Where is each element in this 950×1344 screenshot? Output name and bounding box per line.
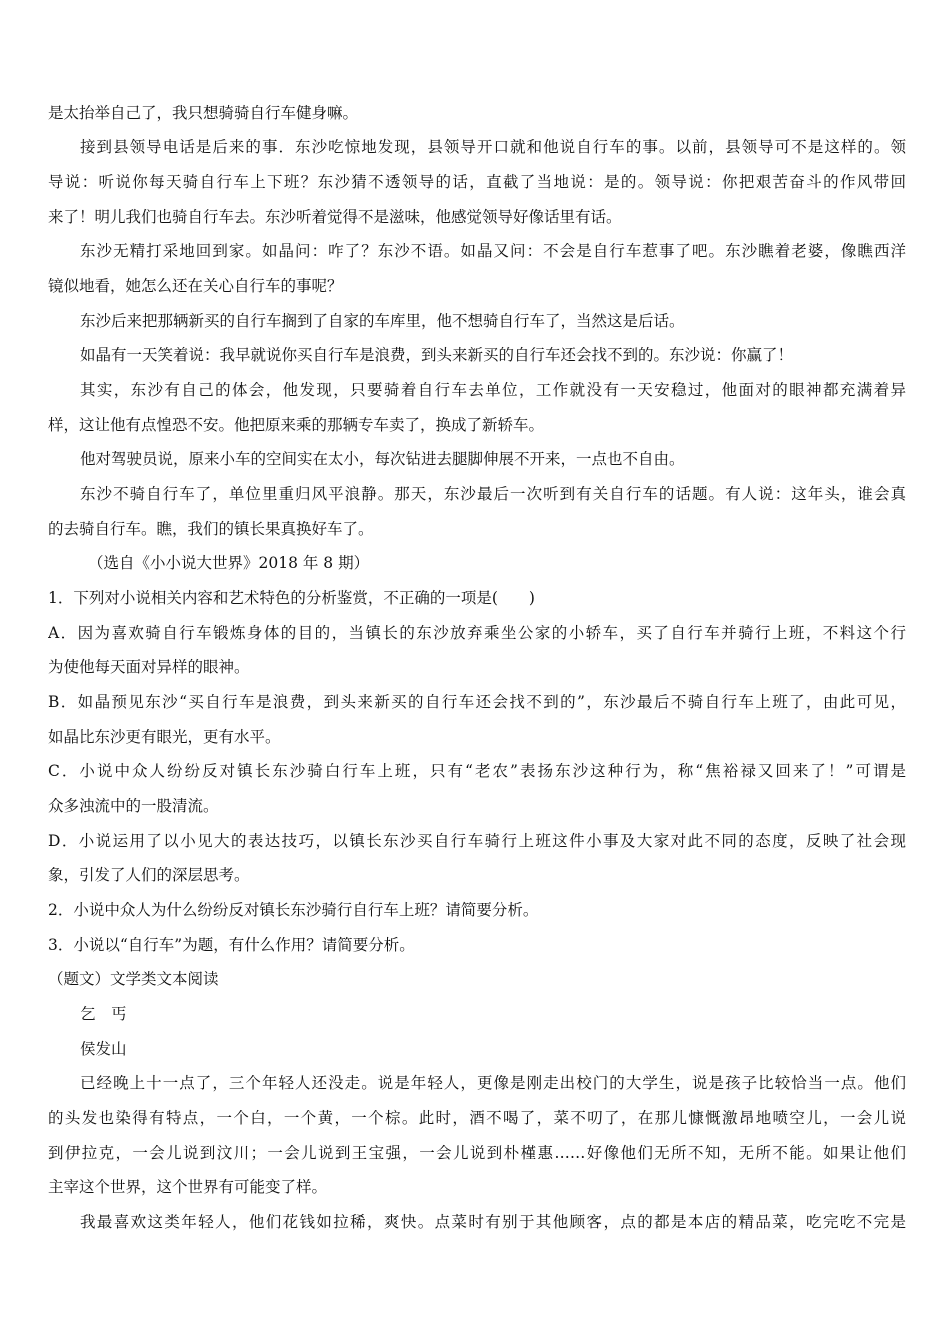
section-line-5: 我最喜欢这类年轻人，他们花钱如拉稀，爽快。点菜时有别于其他顾客，点的都是本店的精品菜，吃完吃不完是 [80,1213,906,1231]
option-b-line-1: B．如晶预见东沙“买自行车是浪费，到头来新买的自行车还会找不到的”，东沙最后不骑自行车上班了，由此可见， [48,693,906,711]
story-line-6: 镜似地看，她怎么还在关心自行车的事呢？ [48,277,343,295]
question-3: 3．小说以“自行车”为题，有什么作用？请简要分析。 [48,936,415,954]
story-line-10: 样，这让他有点惶恐不安。他把原来乘的那辆专车卖了，换成了新轿车。 [48,416,545,434]
section-line-2: 的头发也染得有特点，一个白，一个黄，一个棕。此时，酒不喝了，菜不叨了，在那儿慷慨激昂地喷空儿，一会儿说 [48,1109,906,1127]
story-line-8: 如晶有一天笑着说：我早就说你买自行车是浪费，到头来新买的自行车还会找不到的。东沙说：你赢了！ [80,346,794,364]
story-line-5: 东沙无精打采地回到家。如晶问：咋了？东沙不语。如晶又问：不会是自行车惹事了吧。东沙瞧着老婆，像瞧西洋 [80,242,906,260]
story-line-4: 来了！明儿我们也骑自行车去。东沙听着觉得不是滋味，他感觉领导好像话里有话。 [48,208,622,226]
option-d-line-2: 象，引发了人们的深层思考。 [48,866,250,884]
story-line-3: 导说：听说你每天骑自行车上下班？东沙猜不透领导的话，直截了当地说：是的。领导说：你把艰苦奋斗的作风带回 [48,173,906,191]
question-1-stem: 1．下列对小说相关内容和艺术特色的分析鉴赏，不正确的一项是( ) [48,589,535,607]
story-source: （选自《小小说大世界》2018 年 8 期） [88,554,370,572]
option-d-line-1: D．小说运用了以小见大的表达技巧，以镇长东沙买自行车骑行上班这件小事及大家对此不同的态度，反映了社会现 [48,832,906,850]
option-a-line-2: 为使他每天面对异样的眼神。 [48,658,250,676]
story-line-2: 接到县领导电话是后来的事．东沙吃惊地发现，县领导开口就和他说自行车的事。以前，县领导可不是这样的。领 [80,138,906,156]
option-b-line-2: 如晶比东沙更有眼光，更有水平。 [48,728,281,746]
section-line-3: 到伊拉克，一会儿说到汶川；一会儿说到王宝强，一会儿说到朴槿惠……好像他们无所不知，无所不能。如果让他们 [48,1144,906,1162]
story-title: 乞 丐 [80,1005,127,1023]
section-line-4: 主宰这个世界，这个世界有可能变了样。 [48,1178,328,1196]
story-author: 侯发山 [80,1040,127,1058]
option-c-line-2: 众多浊流中的一股清流。 [48,797,219,815]
section-line-1: 已经晚上十一点了，三个年轻人还没走。说是年轻人，更像是刚走出校门的大学生，说是孩子比较恰当一点。他们 [80,1074,906,1092]
story-line-9: 其实，东沙有自己的体会，他发现，只要骑着自行车去单位，工作就没有一天安稳过，他面对的眼神都充满着异 [80,381,906,399]
option-a-line-1: A．因为喜欢骑自行车锻炼身体的目的，当镇长的东沙放弃乘坐公家的小轿车，买了自行车并骑行上班，不料这个行 [48,624,906,642]
story-line-12: 东沙不骑自行车了，单位里重归风平浪静。那天，东沙最后一次听到有关自行车的话题。有人说：这年头，谁会真 [80,485,906,503]
option-c-line-1: C．小说中众人纷纷反对镇长东沙骑白行车上班，只有“老农”表扬东沙这种行为，称“焦裕禄又回来了！”可谓是 [48,762,906,780]
story-line-13: 的去骑自行车。瞧，我们的镇长果真换好车了。 [48,520,374,538]
story-line-11: 他对驾驶员说，原来小车的空间实在太小，每次钻进去腿脚伸展不开来，一点也不自由。 [80,450,685,468]
story-line-7: 东沙后来把那辆新买的自行车搁到了自家的车库里，他不想骑自行车了，当然这是后话。 [80,312,685,330]
story-line-1: 是太抬举自己了，我只想骑骑自行车健身嘛。 [48,104,359,122]
section-label: （题文）文学类文本阅读 [48,970,219,988]
question-2: 2．小说中众人为什么纷纷反对镇长东沙骑行自行车上班？请简要分析。 [48,901,539,919]
